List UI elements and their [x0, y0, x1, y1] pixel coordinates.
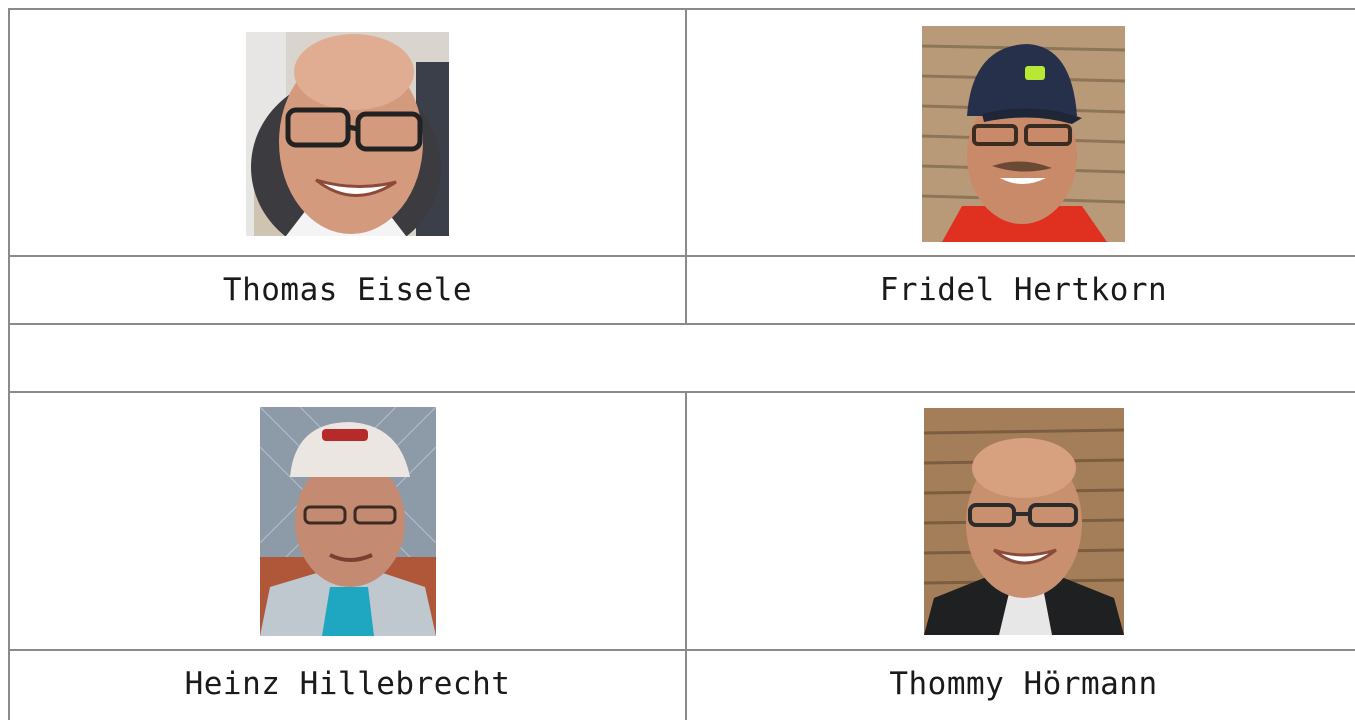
- table-cell: [687, 10, 1355, 255]
- person-name: Thommy Hörmann: [889, 666, 1158, 702]
- table-cell: [10, 10, 685, 255]
- people-table: [8, 8, 1355, 728]
- table-divider: [8, 323, 1355, 325]
- person-name: Heinz Hillebrecht: [184, 666, 511, 702]
- portrait-thomas-eisele: [246, 32, 449, 236]
- person-name: Fridel Hertkorn: [879, 272, 1168, 308]
- portrait-heinz-hillebrecht: [260, 407, 436, 636]
- table-cell: [687, 393, 1355, 649]
- table-cell: [10, 393, 685, 649]
- person-name: Thomas Eisele: [222, 272, 473, 308]
- portrait-fridel-hertkorn: [922, 26, 1125, 242]
- portrait-thommy-hoermann: [924, 408, 1124, 635]
